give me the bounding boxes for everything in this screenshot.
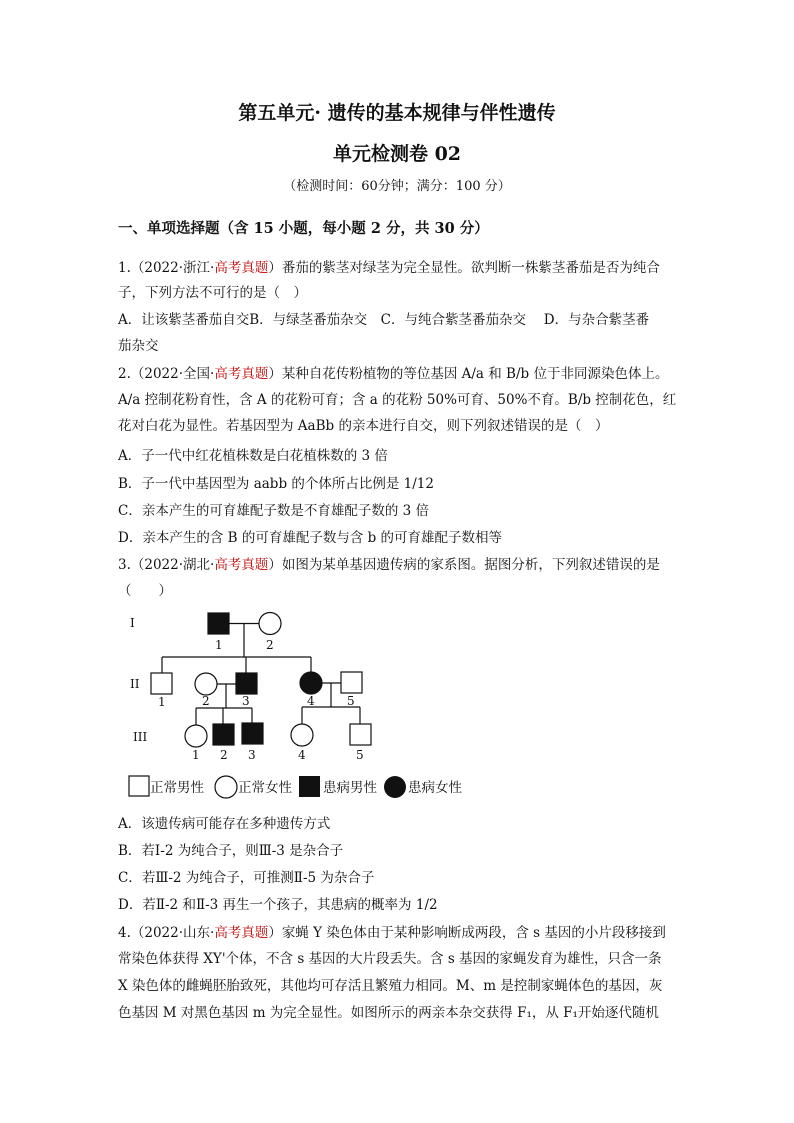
q4-tag: 高考真题 xyxy=(214,925,269,941)
page-subtitle: 单元检测卷 02 xyxy=(332,143,462,165)
q1-text1: ）番茄的紫茎对绿茎为完全显性。欲判断一株紫茎番茄是否为纯合 xyxy=(268,260,660,276)
q2-option-b: B．子一代中基因型为 aabb 的个体所占比例是 1/12 xyxy=(118,476,434,492)
label-ii3: 3 xyxy=(242,694,250,708)
i1-affected-male xyxy=(208,613,229,634)
q4-prefix: 4.（2022·山东· xyxy=(118,925,215,941)
label-i2: 2 xyxy=(266,638,274,652)
q2-prefix: 2.（2022·全国· xyxy=(118,366,215,382)
q2-option-a: A．子一代中红花植株数是白花植株数的 3 倍 xyxy=(118,448,388,464)
q3-option-a: A．该遗传病可能存在多种遗传方式 xyxy=(118,816,331,832)
q2-option-c: C．亲本产生的可育雄配子数是不育雄配子数的 3 倍 xyxy=(118,503,430,519)
q4-line1 xyxy=(118,921,666,941)
iii4-normal-female xyxy=(291,724,313,746)
q1-line2: 子，下列方法不可行的是（ ） xyxy=(118,285,307,301)
q2-text1: ）某种自花传粉植物的等位基因 A/a 和 B/b 位于非同源染色体上。 xyxy=(268,366,669,382)
pedigree-legend xyxy=(129,776,462,798)
q3-line2: （ ） xyxy=(118,583,172,599)
legend-normal-male-icon xyxy=(129,776,149,796)
exam-meta: （检测时间：60分钟；满分：100 分） xyxy=(283,179,511,194)
gen-label-iii: III xyxy=(133,730,148,744)
legend-affected-female: 患病女性 xyxy=(408,780,462,796)
iii3-affected-male xyxy=(242,723,263,744)
legend-affected-male: 患病男性 xyxy=(323,780,377,796)
iii1-normal-female xyxy=(185,725,207,747)
section-heading: 一、单项选择题（含 15 小题，每小题 2 分，共 30 分） xyxy=(118,220,489,237)
legend-affected-female-icon xyxy=(384,776,406,798)
iii5-normal-male xyxy=(350,724,371,745)
label-ii2: 2 xyxy=(202,694,210,708)
label-iii3: 3 xyxy=(248,748,256,762)
gen-label-i: I xyxy=(130,616,135,630)
q3-tag: 高考真题 xyxy=(214,557,269,573)
ii2-normal-female xyxy=(195,673,217,695)
q3-option-c: C．若Ⅲ-2 为纯合子，可推测Ⅱ-5 为杂合子 xyxy=(118,870,375,886)
q4-text1: ）家蝇 Y 染色体由于某种影响断成两段，含 s 基因的小片段移接到 xyxy=(268,925,666,941)
q2-tag: 高考真题 xyxy=(214,366,269,382)
iii2-affected-male xyxy=(213,724,234,745)
page-title: 第五单元· 遗传的基本规律与伴性遗传 xyxy=(238,102,556,124)
label-ii5: 5 xyxy=(347,694,355,708)
ii1-normal-male xyxy=(151,673,172,694)
label-iii1: 1 xyxy=(192,748,200,762)
q4-line4: 色基因 M 对黑色基因 m 为完全显性。如图所示的两亲本杂交获得 F₁，从 F₁开始逐代随机 xyxy=(118,1005,659,1021)
legend-normal-male: 正常男性 xyxy=(150,780,204,796)
i2-normal-female xyxy=(259,613,281,635)
ii5-normal-male xyxy=(341,672,362,693)
q1-options-cont: 茄杂交 xyxy=(118,338,159,354)
q3-option-b: B．若Ⅰ-2 为纯合子，则Ⅲ-3 是杂合子 xyxy=(118,843,344,859)
q3-prefix: 3.（2022·湖北· xyxy=(118,557,215,573)
q2-line2: A/a 控制花粉育性，含 A 的花粉可育；含 a 的花粉 50%可育、50%不育。B/b 控制花色，红 xyxy=(118,392,677,408)
gen-label-ii: II xyxy=(130,677,140,691)
q1-prefix: 1.（2022·浙江· xyxy=(118,260,215,276)
label-iii5: 5 xyxy=(356,748,364,762)
q4-line2: 常染色体获得 XY'个体，不含 s 基因的大片段丢失。含 s 基因的家蝇发育为雄性，只含一条 xyxy=(118,951,662,967)
q4-line3: X 染色体的雌蝇胚胎致死，其他均可存活且繁殖力相同。M、m 是控制家蝇体色的基因，灰 xyxy=(118,978,663,994)
label-ii4: 4 xyxy=(307,694,315,708)
label-i1: 1 xyxy=(215,638,223,652)
legend-affected-male-icon xyxy=(299,776,320,797)
q2-option-d: D．亲本产生的含 B 的可育雄配子数与含 b 的可育雄配子数相等 xyxy=(118,530,503,546)
q3-option-d: D．若Ⅱ-2 和Ⅱ-3 再生一个孩子，其患病的概率为 1/2 xyxy=(118,897,438,913)
legend-normal-female-icon xyxy=(215,776,237,798)
ii4-affected-female xyxy=(300,672,322,694)
label-ii1: 1 xyxy=(158,695,166,709)
label-iii2: 2 xyxy=(220,748,228,762)
q1-tag: 高考真题 xyxy=(214,260,269,276)
q3-text1: ）如图为某单基因遗传病的家系图。据图分析，下列叙述错误的是 xyxy=(268,557,660,573)
label-iii4: 4 xyxy=(298,748,306,762)
ii3-affected-male xyxy=(236,673,257,694)
legend-normal-female: 正常女性 xyxy=(238,780,292,796)
q2-line3: 花对白花为显性。若基因型为 AaBb 的亲本进行自交，则下列叙述错误的是（ ） xyxy=(118,418,609,434)
q1-options: A．让该紫茎番茄自交B．与绿茎番茄杂交 C．与纯合紫茎番茄杂交 D．与杂合紫茎番 xyxy=(118,312,650,328)
